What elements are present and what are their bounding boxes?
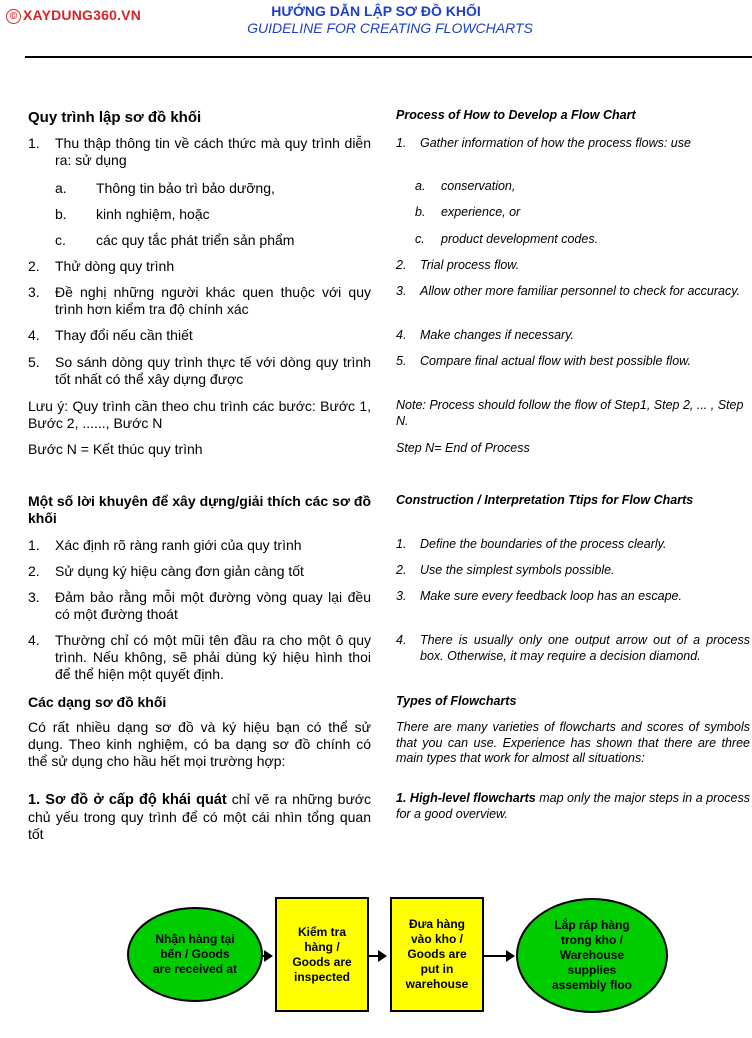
s1-en-item-b: experience, or [441,205,521,219]
s1-vi-num-5: 5. [28,354,40,370]
s2-vi-item-3: Đảm bảo rằng mỗi một đường vòng quay lại đều có một đường thoát [55,589,371,622]
s1-en-end: Step N= End of Process [396,441,530,455]
s2-en-num-3: 3. [396,589,407,603]
s2-en-item-3: Make sure every feedback loop has an escape. [420,589,682,603]
s1-vi-num-b: b. [55,206,67,222]
s1-vi-item-3: Đề nghị những người khác quen thuộc với quy trình hơn kiểm tra độ chính xác [55,284,371,317]
s1-vi-num-2: 2. [28,258,40,274]
s1-en-item-2: Trial process flow. [420,258,520,272]
s3-vi-type1 [28,791,371,843]
s3-en-type1 [396,791,750,822]
s1-vi-num-c: c. [55,232,66,248]
s1-vi-item-c: các quy tắc phát triển sản phẩm [96,232,295,248]
section1-title-en: Process of How to Develop a Flow Chart [396,108,636,122]
s2-vi-num-1: 1. [28,537,40,553]
s1-en-num-b: b. [415,205,426,219]
s1-en-note: Note: Process should follow the flow of Step1, Step 2, ... , Step N. [396,398,744,428]
s1-vi-item-b: kinh nghiệm, hoặc [96,206,210,222]
s2-en-num-1: 1. [396,537,407,551]
page-title-en: GUIDELINE FOR CREATING FLOWCHARTS [247,20,533,36]
s1-en-num-a: a. [415,179,426,193]
flow-arrow-2 [369,955,385,957]
s1-en-item-a: conservation, [441,179,516,193]
s2-vi-item-2: Sử dụng ký hiệu càng đơn giản càng tốt [55,563,304,579]
s1-vi-item-5: So sánh dòng quy trình thực tế với dòng quy trình tốt nhất có thể xây dựng được [55,354,371,387]
section1-title-vi: Quy trình lập sơ đồ khối [28,109,202,126]
s1-vi-num-1: 1. [28,135,40,151]
flow-node-store-label: Đưa hàng vào kho / Goods are put in warehouse [405,917,469,991]
s1-vi-item-4: Thay đổi nếu cần thiết [55,327,193,343]
s2-vi-item-1: Xác định rõ ràng ranh giới của quy trình [55,537,302,553]
s3-vi-type1-heading: 1. Sơ đồ ở cấp độ khái quát [28,792,227,808]
s3-vi-intro: Có rất nhiều dạng sơ đồ và ký hiệu bạn có thể sử dụng. Theo kinh nghiệm, có ba dạng sơ đồ chính có thể sử dụng cho hầu hết mọi trường hợp: [28,719,371,769]
section3-title-vi: Các dạng sơ đồ khối [28,694,167,710]
copyright-icon: © [6,9,21,24]
s2-en-item-2: Use the simplest symbols possible. [420,563,615,577]
section2-title-vi: Một số lời khuyên để xây dựng/giải thích các sơ đồ khối [28,493,371,526]
flow-node-store [390,897,484,1012]
s1-vi-item-2: Thử dòng quy trình [55,258,175,274]
s3-vi-type1-text: chỉ vẽ ra những bước chủ yếu trong quy trình để có một cái nhìn tổng quan tốt [28,791,371,842]
section3-title-en: Types of Flowcharts [396,694,517,708]
section2-title-en: Construction / Interpretation Ttips for Flow Charts [396,493,694,507]
s1-vi-item-a: Thông tin bảo trì bảo dưỡng, [96,180,275,196]
s2-vi-num-4: 4. [28,632,40,648]
s2-en-item-1: Define the boundaries of the process clearly. [420,537,667,551]
s3-en-type1-text: map only the major steps in a process for a good overview. [396,791,750,821]
s2-en-item-4: There is usually only one output arrow out of a process box. Otherwise, it may require a decision diamond. [420,633,750,663]
s1-en-item-1: Gather information of how the process flows: use [420,136,691,150]
header-divider [25,56,752,58]
s1-en-num-4: 4. [396,328,407,342]
s1-en-num-1: 1. [396,136,407,150]
flow-node-assembly [516,898,668,1013]
s1-vi-end: Bước N = Kết thúc quy trình [28,441,203,457]
flow-node-inspect [275,897,369,1012]
s1-en-num-2: 2. [396,258,407,272]
flow-node-assembly-label: Lắp ráp hàng trong kho / Warehouse supplies assembly floo [551,918,633,992]
flow-arrow-3 [484,955,513,957]
flow-node-receive-label: Nhận hàng tại bến / Goods are received at [152,932,238,976]
s1-vi-num-3: 3. [28,284,40,300]
s2-en-num-4: 4. [396,633,407,647]
s1-en-item-c: product development codes. [441,232,599,246]
flow-node-receive [127,907,263,1002]
s3-en-intro: There are many varieties of flowcharts and scores of symbols that you can use. Experience has shown that there are three main types that work for almost all situations: [396,720,750,765]
s1-en-num-3: 3. [396,284,407,298]
s1-vi-num-a: a. [55,180,67,196]
s2-vi-num-3: 3. [28,589,40,605]
flow-arrow-1 [263,955,271,957]
s1-vi-note: Lưu ý: Quy trình cần theo chu trình các bước: Bước 1, Bước 2, ......, Bước N [28,398,371,431]
s1-en-item-4: Make changes if necessary. [420,328,575,342]
s2-en-num-2: 2. [396,563,407,577]
page-title-vi: HƯỚNG DẪN LẬP SƠ ĐỒ KHỐI [271,3,481,19]
s2-vi-item-4: Thường chỉ có một mũi tên đầu ra cho một ô quy trình. Nếu không, sẽ phải dùng ký hiệu hình thoi để thể hiện một quyết định. [55,632,371,682]
s1-en-item-5: Compare final actual flow with best possible flow. [420,354,691,368]
s2-vi-num-2: 2. [28,563,40,579]
s1-vi-num-4: 4. [28,327,40,343]
logo-text: XAYDUNG360.VN [23,7,142,23]
s1-en-item-3: Allow other more familiar personnel to check for accuracy. [420,284,741,298]
flow-node-inspect-label: Kiểm tra hàng / Goods are inspected [292,924,352,984]
s1-vi-item-1: Thu thập thông tin về cách thức mà quy trình diễn ra: sử dụng [55,135,371,168]
s3-en-type1-heading: 1. High-level flowcharts [396,791,536,805]
s1-en-num-c: c. [415,232,425,246]
s1-en-num-5: 5. [396,354,407,368]
